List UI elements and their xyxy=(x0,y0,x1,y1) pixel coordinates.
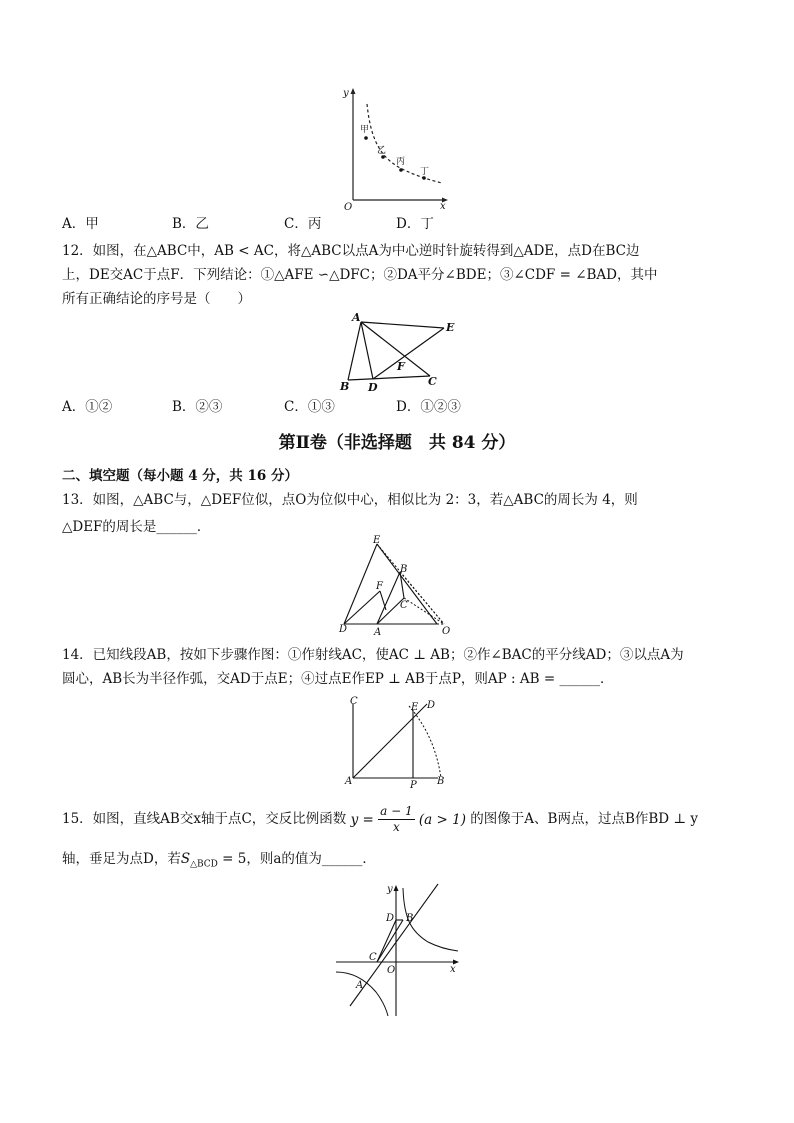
q15-label-d: D xyxy=(386,913,395,924)
q15-text-d: ，则a的值为______． xyxy=(246,851,376,867)
q13-label-f: F xyxy=(376,581,383,592)
q15-formula-condition: (a > 1) xyxy=(418,811,466,828)
q14-label-e: E xyxy=(411,702,419,713)
point-bing xyxy=(399,168,403,172)
q14-label-d: D xyxy=(427,700,436,711)
q13-text-line2: △DEF的周长是______． xyxy=(62,519,211,535)
q13-label-a: A xyxy=(374,627,382,638)
label-jia: 甲 xyxy=(360,125,370,135)
q13-label-o: O xyxy=(442,626,451,637)
option-b[interactable]: B．乙 xyxy=(172,216,209,232)
option-d[interactable]: D．丁 xyxy=(396,216,434,232)
label-ding: 丁 xyxy=(420,167,430,177)
y-arrow-icon xyxy=(351,88,356,94)
q13-label-b: B xyxy=(400,564,408,575)
q12-text-line1: 12．如图，在△ABC中，AB < AC，将△ABC以点A为中心逆时针旋转得到△ADE，点D在BC边 xyxy=(62,243,640,259)
q15-area-value: = 5 xyxy=(217,851,247,867)
q13-label-d: D xyxy=(339,624,348,635)
option-d[interactable]: D．①②③ xyxy=(396,399,461,415)
hyperbola-branch-2 xyxy=(336,972,388,1016)
origin-label: O xyxy=(344,202,353,213)
label-bing: 丙 xyxy=(396,157,406,167)
q15-formula-y: y = xyxy=(350,811,374,828)
q14-text-line2: 圆心，AB长为半径作弧，交AD于点E；④过点E作EP ⊥ AB于点P，则AP : AB = ______． xyxy=(62,671,614,687)
q13-label-c: C xyxy=(400,600,408,611)
q14-label-a: A xyxy=(345,776,353,787)
option-c[interactable]: C．丙 xyxy=(284,216,322,232)
q15-graph xyxy=(336,880,462,1020)
q14-figure xyxy=(345,696,455,791)
q13-text-line1: 13．如图，△ABC与，△DEF位似，点O为位似中心，相似比为 2：3，若△ABC的周长为 4，则 xyxy=(62,492,638,508)
q12-options xyxy=(62,397,461,417)
option-a[interactable]: A．①② xyxy=(62,399,113,415)
axis-label-y: y xyxy=(343,88,349,99)
q14-label-b: B xyxy=(437,776,445,787)
q12-triangles xyxy=(334,308,464,394)
q12-text-line2: 上，DE交AC于点F．下列结论：①△AFE ∽△DFC；②DA平分∠BDE；③∠CDF = ∠BAD，其中 xyxy=(62,267,658,283)
q14-label-p: P xyxy=(410,780,417,791)
q15-area-sub: △BCD xyxy=(190,859,218,870)
q12-label-c: C xyxy=(428,375,437,388)
q12-label-f: F xyxy=(397,360,405,373)
q13-homothety xyxy=(338,536,458,636)
q13-label-e: E xyxy=(373,535,381,546)
hyperbola-curve xyxy=(367,104,442,183)
q15-label-b: B xyxy=(406,913,414,924)
q15-label-a: A xyxy=(356,980,364,991)
q15-fraction-numerator: a − 1 xyxy=(380,804,413,818)
q12-label-d: D xyxy=(368,381,378,394)
q12-label-e: E xyxy=(446,321,455,334)
q15-label-c: C xyxy=(369,952,377,963)
q15-text-line1 xyxy=(62,804,724,838)
q15-text-a: 15．如图，直线AB交x轴于点C，交反比例函数 xyxy=(62,811,347,827)
q15-axis-label-x: x xyxy=(450,964,456,975)
q15-text-b: 的图像于A、B两点，过点B作BD ⊥ y xyxy=(470,811,699,827)
segment-bc xyxy=(377,920,403,962)
y-arrow-icon xyxy=(394,885,399,891)
axis-label-x: x xyxy=(440,201,446,212)
q12-label-a: A xyxy=(352,311,361,324)
q12-figure xyxy=(334,308,464,394)
q15-figure xyxy=(336,880,462,1020)
q11-graph xyxy=(338,84,450,214)
section-subtitle: 二、填空题（每小题 4 分，共 16 分） xyxy=(62,468,298,484)
q13-figure xyxy=(338,536,458,636)
option-a[interactable]: A．甲 xyxy=(62,216,99,232)
option-c[interactable]: C．①③ xyxy=(284,399,335,415)
point-jia xyxy=(364,136,368,140)
section-title: 第Ⅱ卷（非选择题 共 84 分） xyxy=(278,433,516,453)
option-b[interactable]: B．②③ xyxy=(172,399,223,415)
q15-fraction-denominator: x xyxy=(392,820,400,834)
q14-text-line1: 14．已知线段AB，按如下步骤作图：①作射线AC，使AC ⊥ AB；②作∠BAC的平分线AD；③以点A为 xyxy=(62,647,684,663)
q11-figure xyxy=(338,84,450,214)
q15-text-line2 xyxy=(62,849,724,875)
q14-construction xyxy=(345,696,455,791)
q12-text-line3: 所有正确结论的序号是（ ） xyxy=(62,291,251,307)
label-yi: 乙 xyxy=(377,146,387,156)
q14-label-c: C xyxy=(350,696,358,707)
q15-origin-label: O xyxy=(387,965,396,976)
q15-axis-label-y: y xyxy=(387,884,393,895)
q15-text-c: 轴，垂足为点D，若 xyxy=(62,851,181,867)
q15-fraction xyxy=(378,804,414,835)
q15-area-s: S xyxy=(180,851,191,867)
q11-options xyxy=(62,214,434,234)
q12-label-b: B xyxy=(340,380,350,393)
